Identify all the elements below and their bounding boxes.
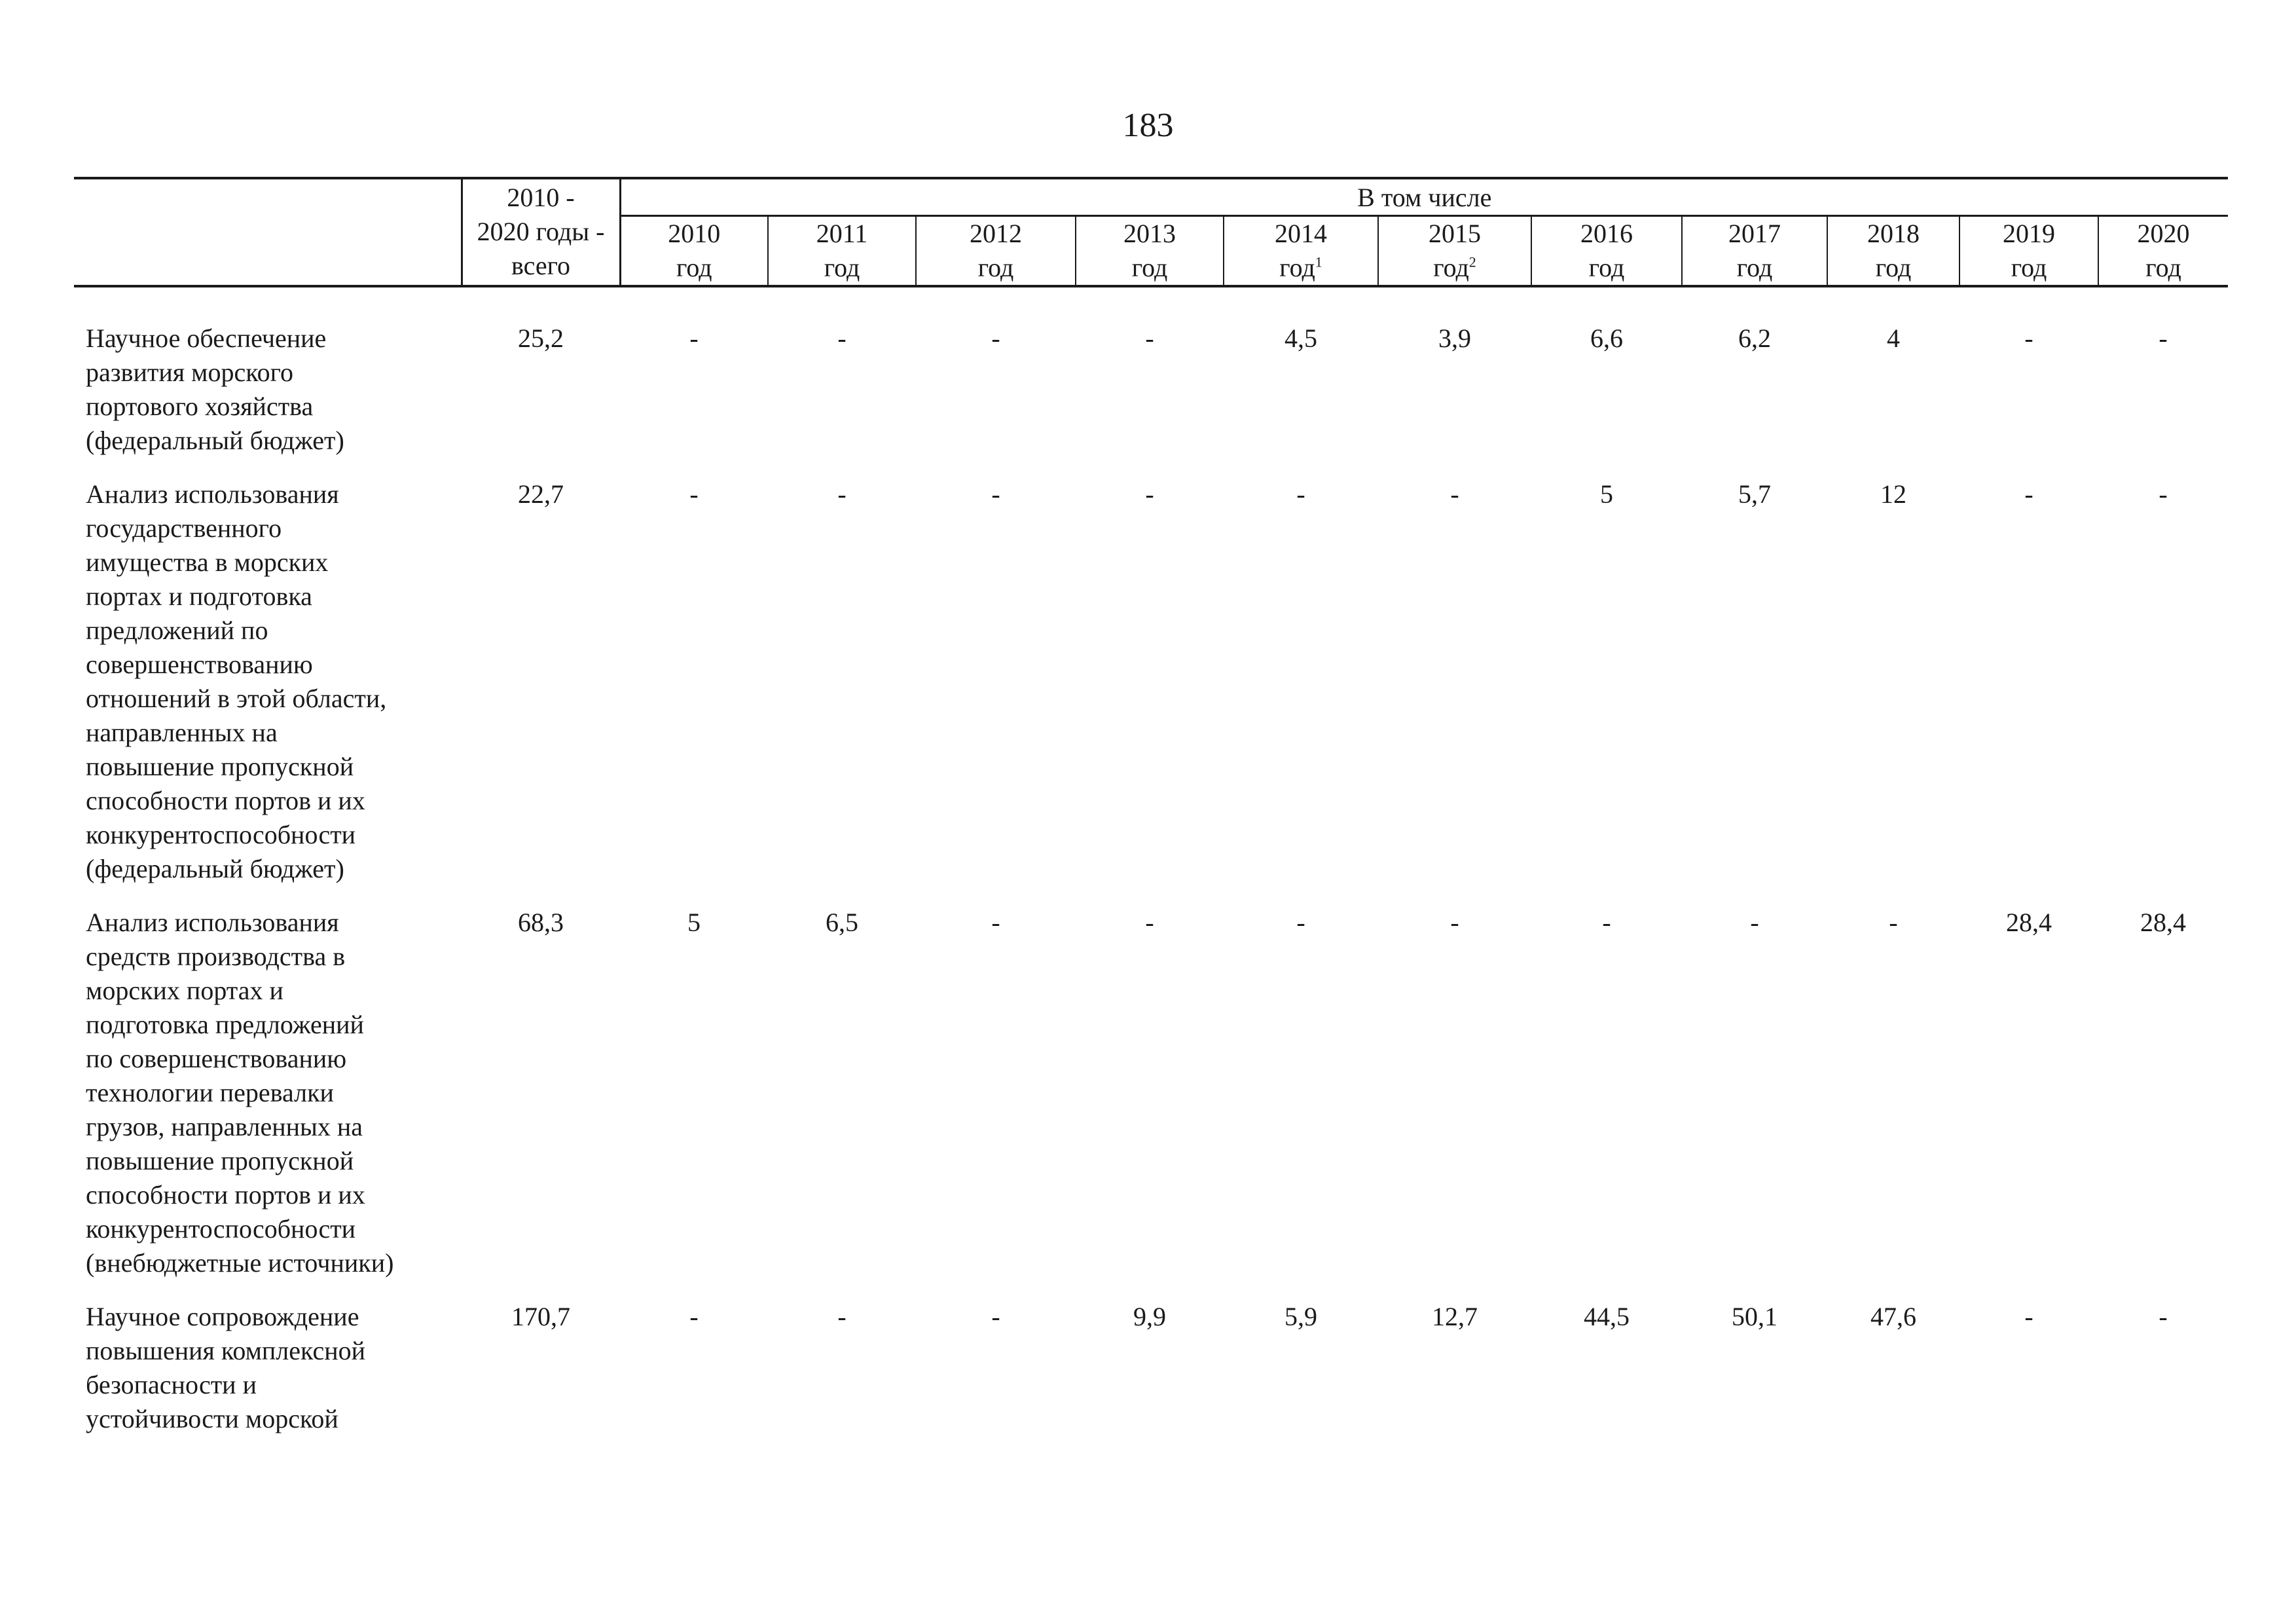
row-value-cell: 6,2 — [1738, 323, 1771, 353]
header-year-cell — [1531, 216, 1682, 287]
header-year-word: год — [1875, 253, 1912, 282]
header-year-cell — [1378, 216, 1531, 287]
header-year-cell — [620, 216, 768, 287]
row-value-cell: - — [2024, 479, 2033, 509]
row-value-cell: - — [1750, 908, 1759, 937]
row-value-cell: 4 — [1887, 323, 1900, 353]
row-value-cell: 28,4 — [2140, 908, 2186, 937]
header-year: 2015 — [1429, 219, 1481, 248]
header-year-word: год — [1588, 253, 1625, 282]
header-year: 2019 — [2003, 219, 2055, 248]
row-value-cell: - — [837, 323, 847, 353]
header-year-cell — [916, 216, 1076, 287]
row-value-cell: 12,7 — [1432, 1302, 1478, 1331]
row-value-cell: 5,9 — [1285, 1302, 1317, 1331]
header-row-top — [74, 178, 2228, 216]
header-year-cell — [1827, 216, 1959, 287]
table-row — [74, 286, 2228, 477]
row-value-cell: 50,1 — [1732, 1302, 1777, 1331]
header-year: 2011 — [816, 219, 868, 248]
row-value-cell: 5,7 — [1738, 479, 1771, 509]
row-value-cell: - — [689, 323, 699, 353]
row-value-cell: - — [1296, 479, 1305, 509]
row-value-cell: 28,4 — [2006, 908, 2052, 937]
table-header — [74, 178, 2228, 286]
header-year-word: год — [2145, 253, 2181, 282]
row-value-cell: 3,9 — [1438, 323, 1471, 353]
row-value-cell: - — [991, 479, 1000, 509]
header-year: 2010 — [668, 219, 721, 248]
row-name-cell: Научное обеспечение развития морского портового хозяйства (федеральный бюджет) — [86, 323, 344, 455]
header-year: 2018 — [1867, 219, 1920, 248]
table-row — [74, 477, 2228, 906]
row-value-cell: - — [1602, 908, 1611, 937]
row-value-cell: - — [2159, 1302, 2168, 1331]
row-total-cell: 25,2 — [518, 323, 564, 353]
footnote-marker: 1 — [1315, 253, 1322, 270]
header-year-word: год — [977, 253, 1014, 282]
row-value-cell: 5 — [1600, 479, 1613, 509]
header-total-line: всего — [511, 251, 571, 280]
row-value-cell: 9,9 — [1133, 1302, 1166, 1331]
row-value-cell: - — [689, 479, 699, 509]
header-year: 2014 — [1275, 219, 1327, 248]
header-total-line: 2010 - — [507, 183, 575, 212]
row-value-cell: 4,5 — [1285, 323, 1317, 353]
row-value-cell: - — [1145, 908, 1154, 937]
header-year-cell — [1682, 216, 1827, 287]
row-value-cell: 47,6 — [1870, 1302, 1916, 1331]
header-year-word: год — [1131, 253, 1168, 282]
header-year-word: год — [1433, 253, 1469, 282]
row-value-cell: - — [1450, 908, 1459, 937]
header-year-word: год — [1736, 253, 1773, 282]
row-value-cell: 12 — [1880, 479, 1906, 509]
header-year: 2016 — [1580, 219, 1633, 248]
row-value-cell: 6,6 — [1590, 323, 1623, 353]
header-year-cell — [1224, 216, 1378, 287]
row-value-cell: - — [991, 1302, 1000, 1331]
page-number: 183 — [1122, 107, 1174, 144]
row-value-cell: - — [991, 908, 1000, 937]
row-name-cell: Анализ использования средств производства в морских портах и подготовка предложений по совершенствованию технологии перевалки грузов, направленных на повышение пропускной способности портов и их конкурентоспособности (внебюджетные источники) — [86, 908, 394, 1278]
row-value-cell: 5 — [687, 908, 701, 937]
header-year-word: год — [824, 253, 860, 282]
row-value-cell: - — [2024, 323, 2033, 353]
row-value-cell: 6,5 — [826, 908, 858, 937]
header-year: 2013 — [1123, 219, 1176, 248]
row-value-cell: - — [1145, 323, 1154, 353]
row-value-cell: - — [2159, 323, 2168, 353]
row-value-cell: - — [689, 1302, 699, 1331]
row-value-cell: - — [1889, 908, 1898, 937]
row-name-cell: Анализ использования государственного имущества в морских портах и подготовка предложений по совершенствованию отношений в этой области, направленных на повышение пропускной способности портов и их конкурентоспособности (федеральный бюджет) — [86, 479, 387, 883]
row-value-cell: - — [1450, 479, 1459, 509]
row-total-cell: 68,3 — [518, 908, 564, 937]
header-name-cell — [74, 178, 462, 286]
row-total-cell: 170,7 — [511, 1302, 570, 1331]
row-value-cell: - — [991, 323, 1000, 353]
table-row — [74, 1300, 2228, 1456]
header-total-line: 2020 годы - — [477, 217, 605, 246]
table-body — [74, 286, 2228, 1456]
header-year: 2012 — [970, 219, 1022, 248]
row-value-cell: - — [2024, 1302, 2033, 1331]
header-year-cell — [1076, 216, 1224, 287]
header-year-word: год — [676, 253, 712, 282]
header-year: 2017 — [1728, 219, 1781, 248]
row-value-cell: 44,5 — [1584, 1302, 1630, 1331]
header-year-word: год — [2011, 253, 2047, 282]
budget-table — [74, 177, 2228, 1456]
header-total-cell — [462, 178, 620, 286]
row-value-cell: - — [837, 479, 847, 509]
row-name-cell: Научное сопровождение повышения комплексной безопасности и устойчивости морской — [86, 1302, 366, 1433]
row-value-cell: - — [1296, 908, 1305, 937]
header-year-cell — [2098, 216, 2228, 287]
footnote-marker: 2 — [1468, 253, 1476, 270]
row-value-cell: - — [837, 1302, 847, 1331]
row-value-cell: - — [1145, 479, 1154, 509]
header-year: 2020 — [2137, 219, 2190, 248]
header-year-cell — [768, 216, 916, 287]
row-total-cell: 22,7 — [518, 479, 564, 509]
table-row — [74, 906, 2228, 1300]
header-year-cell — [1959, 216, 2098, 287]
header-group-cell: В том числе — [620, 178, 2228, 216]
row-value-cell: - — [2159, 479, 2168, 509]
header-year-word: год — [1279, 253, 1315, 282]
